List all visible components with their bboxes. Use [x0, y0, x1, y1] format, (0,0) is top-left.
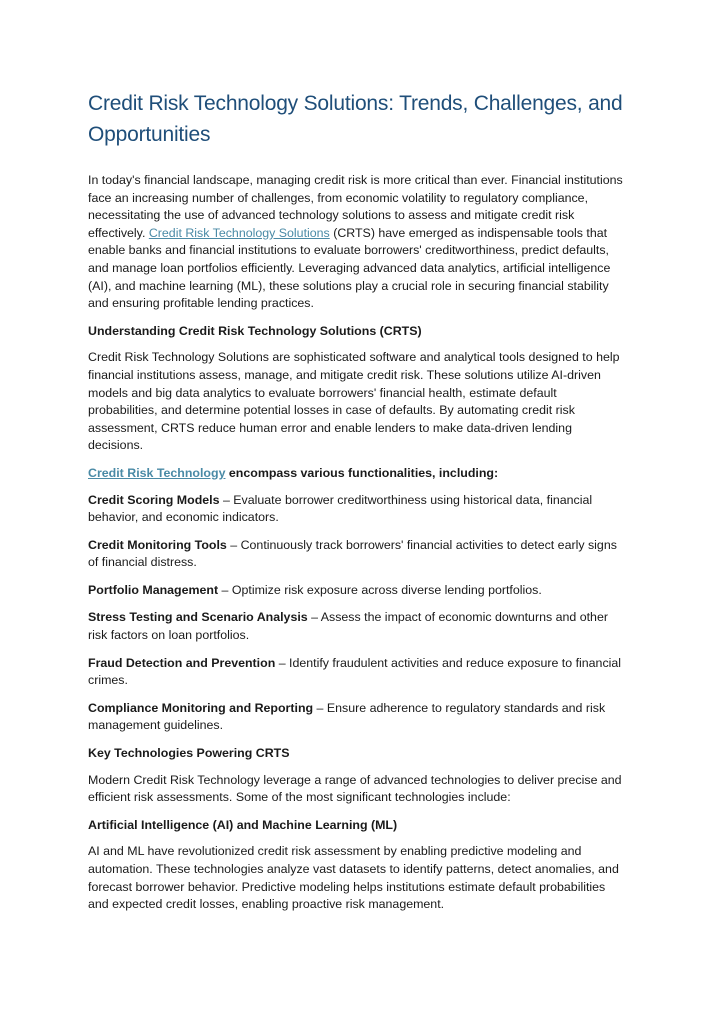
key-technologies-paragraph: Modern Credit Risk Technology leverage a range of advanced technologies to deliver precise and efficient risk assessments. Some of the most significant technologies include: — [88, 772, 622, 805]
intro-text-2: (CRTS) have emerged as indispensable tools that enable banks and financial institutions to evaluate borrowers' creditworthiness, predict defaults, and manage loan portfolios efficiently. Leveraging advanced data analytics, artificial intelligence (AI), and machine learning (ML), these solutions play a crucial role in securing financial stability and ensuring profitable lending practices. — [88, 225, 611, 311]
functionality-name: Credit Monitoring Tools — [88, 537, 227, 552]
functionality-name: Stress Testing and Scenario Analysis — [88, 610, 308, 625]
functionalities-heading — [88, 465, 628, 483]
intro-text-1: In today's financial landscape, managing credit risk is more critical than ever. Financial institutions face an increasing number of challenges, from economic volatility to regulatory compliance, necessitating the use of advanced technology solutions to assess and mitigate credit risk effectively. — [88, 173, 623, 240]
functionality-item — [88, 537, 628, 572]
functionality-desc: – Assess the impact of economic downturns and other risk factors on loan portfolios. — [88, 610, 608, 643]
section-heading-understanding: Understanding Credit Risk Technology Solutions (CRTS) — [88, 323, 422, 338]
functionality-item — [88, 492, 628, 527]
intro-paragraph — [88, 172, 628, 313]
section-heading-ai-ml: Artificial Intelligence (AI) and Machine Learning (ML) — [88, 817, 398, 832]
functionality-desc: – Ensure adherence to regulatory standards and risk management guidelines. — [88, 700, 606, 733]
functionality-desc: – Continuously track borrowers' financial activities to detect early signs of financial distress. — [88, 537, 617, 570]
functionality-desc: – Identify fraudulent activities and reduce exposure to financial crimes. — [88, 655, 622, 688]
section-heading-key-technologies: Key Technologies Powering CRTS — [88, 746, 290, 761]
functionality-desc: – Optimize risk exposure across diverse lending portfolios. — [218, 582, 542, 597]
functionality-item — [88, 609, 628, 644]
functionality-item — [88, 655, 628, 690]
functionalities-heading-text: encompass various functionalities, including: — [225, 465, 499, 480]
crts-link[interactable]: Credit Risk Technology Solutions — [148, 225, 330, 240]
functionality-name: Compliance Monitoring and Reporting — [88, 700, 314, 715]
functionality-desc: – Evaluate borrower creditworthiness using historical data, financial behavior, and economic indicators. — [88, 492, 593, 525]
functionality-name: Credit Scoring Models — [88, 492, 220, 507]
credit-risk-technology-link[interactable]: Credit Risk Technology — [88, 465, 226, 480]
document-page — [88, 88, 628, 924]
functionality-name: Fraud Detection and Prevention — [88, 655, 276, 670]
functionality-name: Portfolio Management — [88, 582, 219, 597]
functionality-item — [88, 582, 628, 600]
ai-ml-paragraph: AI and ML have revolutionized credit risk assessment by enabling predictive modeling and automation. These technologies analyze vast datasets to identify patterns, detect anomalies, and forecast borrower behavior. Predictive modeling helps institutions estimate default probabilities and expected credit losses, enabling proactive risk management. — [88, 844, 619, 912]
document-title: Credit Risk Technology Solutions: Trends, Challenges, and Opportunities — [88, 92, 623, 146]
understanding-paragraph: Credit Risk Technology Solutions are sophisticated software and analytical tools designed to help financial institutions assess, manage, and mitigate credit risk. These solutions utilize AI-driven models and big data analytics to evaluate borrowers' financial health, estimate default probabilities, and determine potential losses in case of defaults. By automating credit risk assessment, CRTS reduce human error and enable lenders to make data-driven lending decisions. — [88, 350, 620, 453]
functionality-item — [88, 700, 628, 735]
